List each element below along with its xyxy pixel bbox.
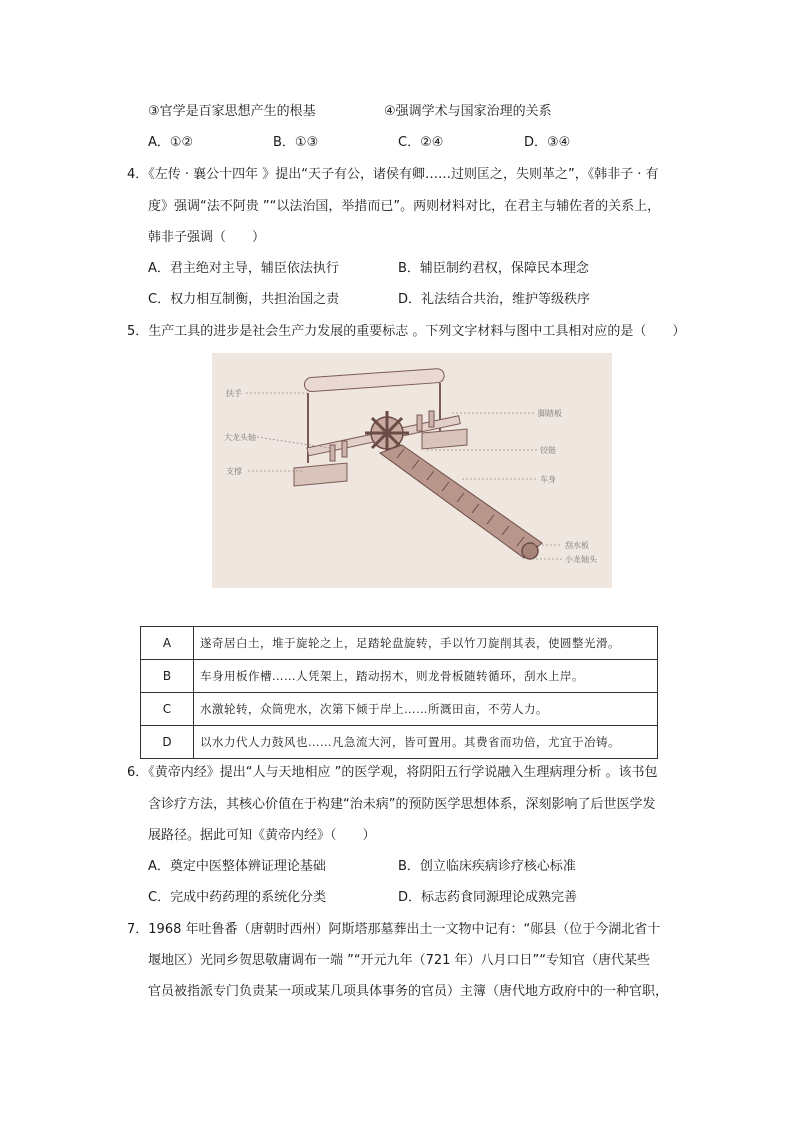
dragon-backbone-waterwheel-figure [212, 353, 612, 588]
q5-options-table [140, 626, 658, 759]
q3-item-3: ③官学是百家思想产生的根基 [148, 104, 316, 119]
q3-option-a: A．①② [148, 135, 194, 150]
label-big-axle: 大龙头轴 [224, 433, 256, 442]
table-row [141, 660, 658, 693]
q3-option-b: B．①③ [273, 135, 319, 150]
q5-table-key-b: B [141, 660, 194, 693]
label-handrail: 扶手 [226, 389, 242, 398]
table-row [141, 726, 658, 759]
handrail-shape [304, 368, 445, 392]
q4-option-a: A．君主绝对主导，辅臣依法执行 [148, 261, 339, 276]
q4-stem-line-1: 4．《左传 · 襄公十四年 》提出“天子有公，诸侯有卿……过则匡之，失则革之”，《韩非子 · 有 [127, 167, 659, 182]
q7-stem-line-1: 7．1968 年吐鲁番（唐朝时西州）阿斯塔那墓葬出土一文物中记有：“郧县（位于今湖北省十 [127, 922, 661, 937]
waterwheel-drawing [212, 353, 612, 588]
label-pedal: 脚踏板 [538, 409, 562, 418]
q6-option-c: C．完成中药药理的系统化分类 [148, 890, 327, 905]
q3-item-4: ④强调学术与国家治理的关系 [384, 104, 552, 119]
q6-stem-line-1: 6．《黄帝内经》提出“人与天地相应 ”的医学观，将阴阳五行学说融入生理病理分析 。该书包 [127, 765, 658, 780]
q4-stem-line-3: 韩非子强调（ ） [148, 230, 266, 245]
q3-option-d: D．③④ [524, 135, 571, 150]
q6-stem-line-2: 含诊疗方法，其核心价值在于构建“治未病”的预防医学思想体系，深刻影响了后世医学发 [148, 797, 656, 812]
q3-option-c: C．②④ [398, 135, 444, 150]
label-support: 支撑 [226, 467, 242, 476]
q4-option-c: C．权力相互制衡，共担治国之责 [148, 292, 340, 307]
q6-stem-line-3: 展路径。据此可知《黄帝内经》（ ） [148, 828, 376, 843]
label-paddle: 刮水板 [565, 541, 589, 550]
trough-shape [380, 445, 542, 558]
table-row [141, 693, 658, 726]
q7-stem-line-2: 堰地区）光同乡贺思敬庸调布一端 ”“开元九年（721 年）八月口日”“专知官（唐代某些 [148, 953, 651, 968]
q6-option-b: B．创立临床疾病诊疗核心标准 [398, 859, 576, 874]
q5-table-key-d: D [141, 726, 194, 759]
q5-table-key-c: C [141, 693, 194, 726]
q5-table-text-c: 水激轮转，众筒兜水，次第下倾于岸上……所溉田亩，不劳人力。 [194, 693, 658, 726]
q5-table-text-a: 遂奇居白土，堆于旋轮之上，足踏轮盘旋转，手以竹刀旋削其表，使圆整光滑。 [194, 627, 658, 660]
q6-option-a: A．奠定中医整体辨证理论基础 [148, 859, 326, 874]
label-chain: 铰链 [540, 446, 556, 455]
q4-option-d: D．礼法结合共治，维护等级秩序 [398, 292, 591, 307]
q4-option-b: B．辅臣制约君权，保障民本理念 [398, 261, 589, 276]
q4-stem-line-2: 度》强调“法不阿贵 ”“以法治国，举措而已”。两则材料对比，在君主与辅佐者的关系上， [148, 199, 661, 214]
q6-option-d: D．标志药食同源理论成熟完善 [398, 890, 578, 905]
q5-table-text-d: 以水力代人力鼓风也……凡急流大河，皆可置用。其费省而功倍，尤宜于冶铸。 [194, 726, 658, 759]
q5-stem-line-1: 5．生产工具的进步是社会生产力发展的重要标志 。下列文字材料与图中工具相对应的是（ ） [127, 324, 686, 339]
q5-table-text-b: 车身用板作槽……人凭架上，踏动拐木，则龙骨板随转循环，刮水上岸。 [194, 660, 658, 693]
label-body: 车身 [540, 475, 556, 484]
label-small-axle: 小龙轴头 [565, 555, 597, 564]
q5-table-key-a: A [141, 627, 194, 660]
q7-stem-line-3: 官员被指派专门负责某一项或某几项具体事务的官员）主簿（唐代地方政府中的一种官职， [148, 984, 669, 999]
table-row [141, 627, 658, 660]
